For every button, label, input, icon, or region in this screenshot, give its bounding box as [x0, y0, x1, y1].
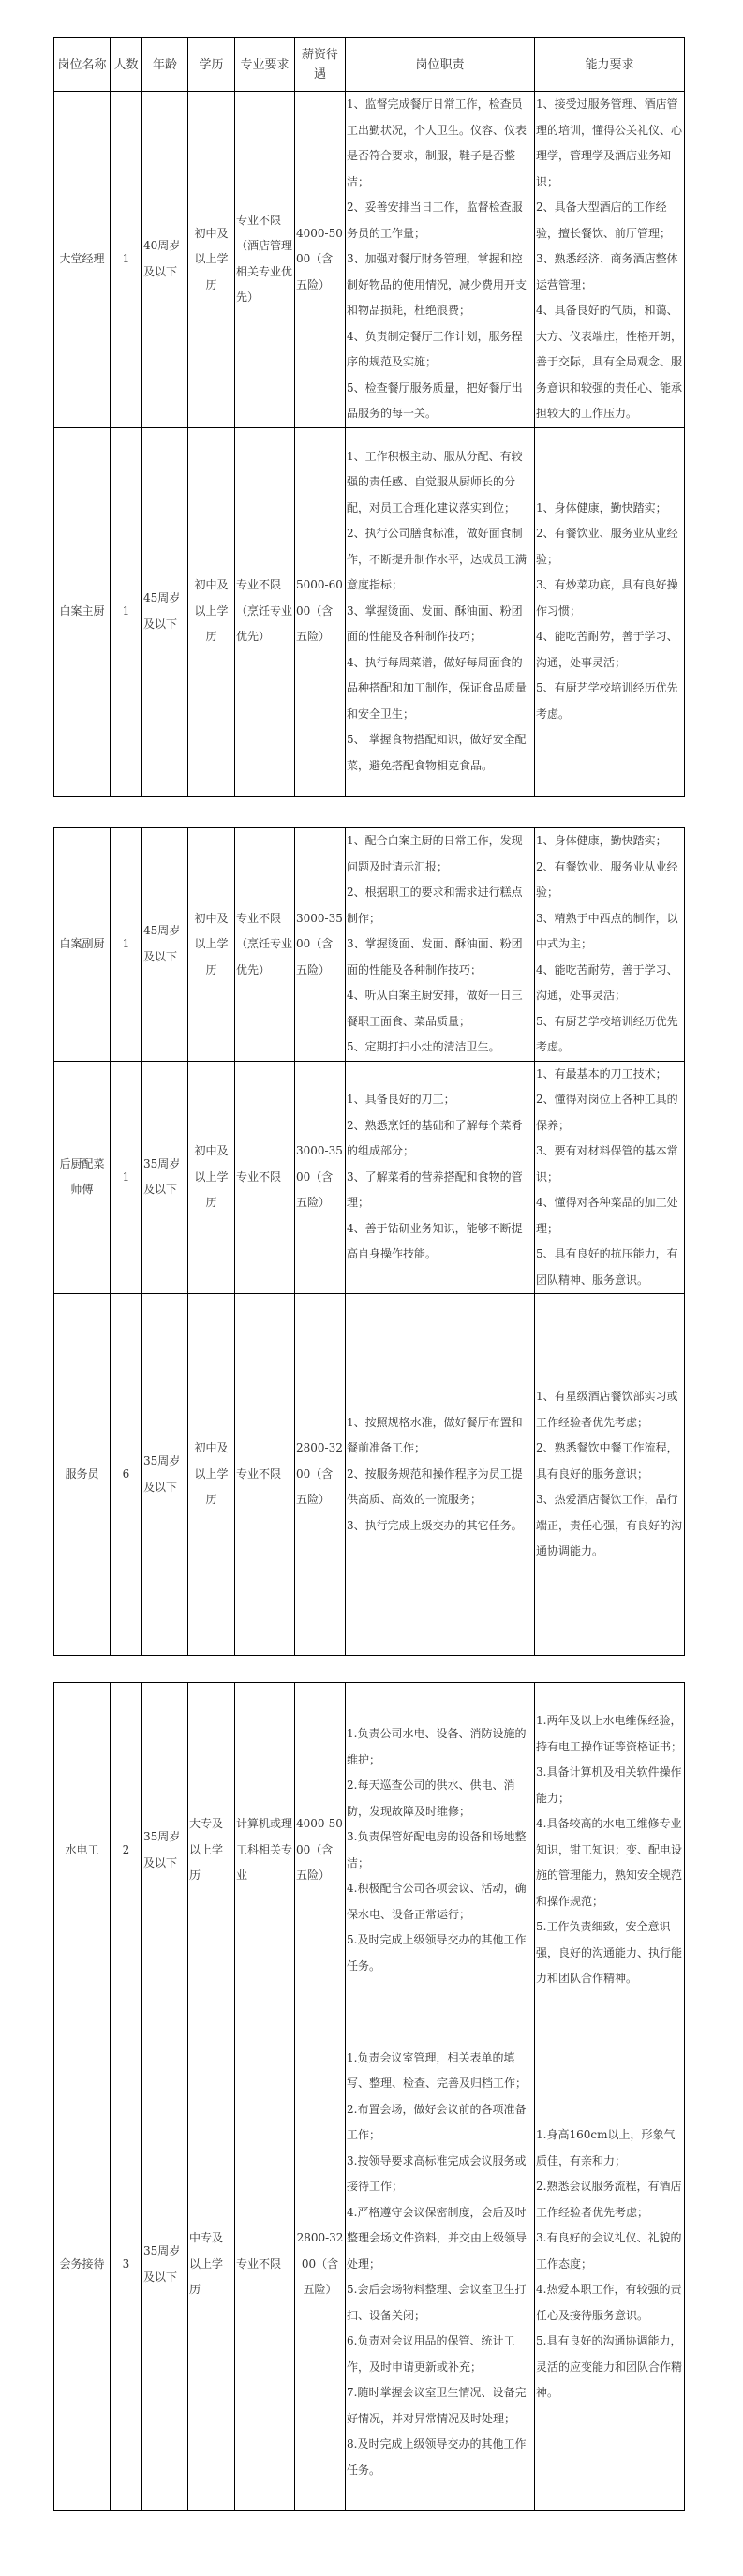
position-cell: 服务员 [54, 1294, 111, 1656]
ability-item: 5、具有良好的抗压能力，有团队精神、服务意识。 [536, 1247, 678, 1287]
ability-item: 3.有良好的会议礼仪、礼貌的工作态度； [536, 2231, 682, 2271]
ability-item: 3、要有对材料保管的基本常识； [536, 1144, 678, 1184]
table-row [54, 1683, 685, 2018]
major-cell: 专业不限 [235, 2018, 295, 2511]
duty-item: 6.负责对会议用品的保管、统计工作，及时申请更新或补充； [347, 2334, 515, 2374]
ability-item: 1、有最基本的刀工技术； [536, 1066, 667, 1080]
duties-cell [346, 92, 535, 428]
duties-cell [346, 1061, 535, 1294]
col-header-salary: 薪资待遇 [295, 38, 346, 92]
position-cell: 白案主厨 [54, 427, 111, 796]
duty-item: 7.随时掌握会议室卫生情况、设备完好情况，并对异常情况及时处理； [347, 2386, 527, 2425]
duties-cell [346, 1683, 535, 2018]
col-header-education: 学历 [188, 38, 235, 92]
ability-item: 2.熟悉会议服务流程，有酒店工作经验者优先考虑； [536, 2180, 682, 2219]
col-header-age: 年龄 [142, 38, 188, 92]
duty-item: 3、了解菜肴的营养搭配和食物的管理； [347, 1169, 523, 1209]
ability-item: 5.工作负责细致，安全意识强，良好的沟通能力、执行能力和团队合作精神。 [536, 1920, 683, 1986]
ability-item: 2、懂得对岗位上各种工具的保养； [536, 1093, 678, 1132]
duty-item: 2.每天巡查公司的供水、供电、消防，发现故障及时维修； [347, 1779, 515, 1818]
salary-cell: 4000-5000（含五险） [295, 1683, 346, 2018]
position-cell: 会务接待 [54, 2018, 111, 2511]
ability-item: 5、有厨艺学校培训经历优先考虑。 [536, 681, 678, 721]
count-cell: 2 [111, 1683, 142, 2018]
age-cell: 35周岁及以下 [142, 1061, 188, 1294]
age-cell: 35周岁及以下 [142, 2018, 188, 2511]
duty-item: 1、按照规格水准，做好餐厅布置和餐前准备工作； [347, 1415, 523, 1455]
age-cell: 45周岁及以下 [142, 828, 188, 1062]
ability-item: 5.具有良好的沟通协调能力，灵活的应变能力和团队合作精神。 [536, 2334, 683, 2400]
ability-item: 1、有星级酒店餐饮部实习或工作经验者优先考虑； [536, 1390, 678, 1429]
job-table-1 [53, 37, 685, 797]
ability-item: 4.热爱本职工作，有较强的责任心及接待服务意识。 [536, 2283, 682, 2322]
duties-cell [346, 2018, 535, 2511]
abilities-cell [535, 1294, 685, 1656]
position-cell: 后厨配菜师傅 [54, 1061, 111, 1294]
duty-item: 5、定期打扫小灶的清洁卫生。 [347, 1040, 500, 1053]
ability-item: 1、身体健康，勤快踏实； [536, 834, 667, 847]
duty-item: 3.负责保管好配电房的设备和场地整洁； [347, 1830, 527, 1869]
duty-item: 4.严格遵守会议保密制度，会后及时整理会场文件资料，并交由上级领导处理； [347, 2205, 528, 2271]
ability-item: 2、有餐饮业、服务业从业经验； [536, 859, 678, 899]
position-cell: 白案副厨 [54, 828, 111, 1062]
duty-item: 1.负责会议室管理，相关表单的填写、整理、检查、完善及归档工作； [347, 2050, 528, 2091]
duty-item: 3、掌握烫面、发面、酥油面、粉团面的性能及各种制作技巧； [347, 603, 523, 644]
ability-item: 1、身体健康，勤快踏实； [536, 500, 667, 514]
salary-cell: 3000-3500（含五险） [295, 1061, 346, 1294]
major-cell: 专业不限（烹饪专业优先） [235, 828, 295, 1062]
duty-item: 4.积极配合公司各项会议、活动，确保水电、设备正常运行； [347, 1882, 527, 1921]
abilities-cell [535, 427, 685, 796]
ability-item: 3.具备计算机及相关软件操作能力； [536, 1765, 682, 1805]
ability-item: 4、能吃苦耐劳，善于学习、沟通，处事灵活； [536, 630, 678, 669]
ability-item: 2、具备大型酒店的工作经验，擅长餐饮、前厅管理； [536, 201, 672, 240]
ability-item: 2、熟悉餐饮中餐工作流程，具有良好的服务意识； [536, 1441, 678, 1481]
col-header-abilities: 能力要求 [535, 38, 685, 92]
salary-cell: 4000-5000（含五险） [295, 92, 346, 428]
major-cell: 专业不限（烹饪专业优先） [235, 427, 295, 796]
ability-item: 1.身高160cm以上，形象气质佳，有亲和力； [536, 2128, 676, 2167]
ability-item: 4.具备较高的水电工维修专业知识，钳工知识；变、配电设施的管理能力，熟知安全规范和操作规范； [536, 1817, 683, 1908]
duty-item: 1、工作积极主动、服从分配、有较强的责任感、自觉服从厨师长的分配，对员工合理化建议落实到位； [347, 449, 523, 514]
header-row [54, 38, 685, 92]
count-cell: 3 [111, 2018, 142, 2511]
duty-item: 5.及时完成上级领导交办的其他工作任务。 [347, 1933, 527, 1973]
col-header-major: 专业要求 [235, 38, 295, 92]
education-cell: 初中及以上学历 [188, 427, 235, 796]
abilities-cell [535, 2018, 685, 2511]
table-row [54, 92, 685, 428]
position-cell: 大堂经理 [54, 92, 111, 428]
duties-cell [346, 427, 535, 796]
job-table-3 [53, 1682, 685, 2511]
duty-item: 2、根据职工的要求和需求进行糕点制作； [347, 886, 523, 925]
duty-item: 3、执行完成上级交办的其它任务。 [347, 1518, 523, 1532]
age-cell: 45周岁及以下 [142, 427, 188, 796]
table-row [54, 427, 685, 796]
major-cell: 专业不限 [235, 1061, 295, 1294]
table-row [54, 1294, 685, 1656]
duty-item: 5、 掌握食物搭配知识，做好安全配菜，避免搭配食物相克食品。 [347, 733, 527, 772]
education-cell: 初中及以上学历 [188, 92, 235, 428]
duty-item: 1、具备良好的刀工； [347, 1093, 455, 1106]
ability-item: 3、热爱酒店餐饮工作，品行端正，责任心强，有良好的沟通协调能力。 [536, 1493, 683, 1558]
salary-cell: 2800-3200（含五险） [295, 2018, 346, 2511]
count-cell: 1 [111, 427, 142, 796]
abilities-cell [535, 1061, 685, 1294]
salary-cell: 5000-6000（含五险） [295, 427, 346, 796]
table-row [54, 828, 685, 1062]
duty-item: 4、执行每周菜谱，做好每周面食的品种搭配和加工制作，保证食品质量和安全卫生； [347, 655, 528, 721]
duty-item: 4、负责制定餐厅工作计划，服务程序的规范及实施； [347, 329, 523, 368]
col-header-duties: 岗位职责 [346, 38, 535, 92]
ability-item: 1、接受过服务管理、酒店管理的培训，懂得公关礼仪、心理学，管理学及酒店业务知识； [536, 97, 683, 188]
duty-item: 3、掌握烫面、发面、酥油面、粉团面的性能及各种制作技巧； [347, 937, 523, 976]
abilities-cell [535, 92, 685, 428]
education-cell: 初中及以上学历 [188, 828, 235, 1062]
duty-item: 2.布置会场，做好会议前的各项准备工作； [347, 2102, 527, 2142]
duty-item: 4、善于钻研业务知识，能够不断提高自身操作技能。 [347, 1221, 523, 1260]
salary-cell: 3000-3500（含五险） [295, 828, 346, 1062]
major-cell: 专业不限 [235, 1294, 295, 1656]
position-cell: 水电工 [54, 1683, 111, 2018]
duty-item: 2、熟悉烹饪的基础和了解每个菜肴的组成部分； [347, 1118, 523, 1157]
table-row [54, 2018, 685, 2511]
age-cell: 35周岁及以下 [142, 1683, 188, 2018]
table-row [54, 1061, 685, 1294]
duty-item: 8.及时完成上级领导交办的其他工作任务。 [347, 2437, 527, 2477]
ability-item: 5、有厨艺学校培训经历优先考虑。 [536, 1014, 678, 1053]
count-cell: 1 [111, 828, 142, 1062]
major-cell: 专业不限（酒店管理相关专业优先） [235, 92, 295, 428]
age-cell: 40周岁及以下 [142, 92, 188, 428]
count-cell: 1 [111, 1061, 142, 1294]
col-header-count: 人数 [111, 38, 142, 92]
age-cell: 35周岁及以下 [142, 1294, 188, 1656]
duty-item: 2、按服务规范和操作程序为员工提供高质、高效的一流服务； [347, 1467, 523, 1507]
ability-item: 1.两年及以上水电维保经验，持有电工操作证等资格证书； [536, 1714, 683, 1753]
education-cell: 大专及以上学历 [188, 1683, 235, 2018]
duty-item: 1.负责公司水电、设备、消防设施的维护； [347, 1727, 527, 1766]
abilities-cell [535, 1683, 685, 2018]
duties-cell [346, 828, 535, 1062]
duty-item: 1、配合白案主厨的日常工作，发现问题及时请示汇报； [347, 834, 523, 873]
job-table-2 [53, 827, 685, 1656]
duties-cell [346, 1294, 535, 1656]
duty-item: 3、加强对餐厅财务管理，掌握和控制好物品的使用情况，减少费用开支和物品损耗，杜绝浪费； [347, 252, 528, 317]
col-header-position: 岗位名称 [54, 38, 111, 92]
ability-item: 3、精熟于中西点的制作，以中式为主； [536, 911, 678, 950]
ability-item: 2、有餐饮业、服务业从业经验； [536, 527, 678, 566]
duty-item: 3.按领导要求高标准完成会议服务或接待工作； [347, 2153, 527, 2194]
duty-item: 1、监督完成餐厅日常工作，检查员工出勤状况，个人卫生。仪容、仪表是否符合要求，制服，鞋子是否整洁； [347, 97, 528, 188]
major-cell: 计算机或理工科相关专业 [235, 1683, 295, 2018]
education-cell: 初中及以上学历 [188, 1294, 235, 1656]
education-cell: 初中及以上学历 [188, 1061, 235, 1294]
duty-item: 5.会后会场物料整理、会议室卫生打扫、设备关闭； [347, 2283, 527, 2322]
ability-item: 4、懂得对各种菜品的加工处理； [536, 1196, 678, 1235]
ability-item: 4、能吃苦耐劳，善于学习、沟通，处事灵活； [536, 962, 678, 1002]
duty-item: 2、妥善安排当日工作，监督检查服务员的工作量； [347, 201, 523, 240]
ability-item: 3、有炒菜功底，具有良好操作习惯； [536, 578, 678, 618]
ability-item: 3、熟悉经济、商务酒店整体运营管理； [536, 252, 678, 291]
abilities-cell [535, 828, 685, 1062]
duty-item: 5、检查餐厅服务质量，把好餐厅出品服务的每一关。 [347, 380, 523, 420]
salary-cell: 2800-3200（含五险） [295, 1294, 346, 1656]
count-cell: 1 [111, 92, 142, 428]
education-cell: 中专及以上学历 [188, 2018, 235, 2511]
duty-item: 2、执行公司膳食标准，做好面食制作，不断提升制作水平，达成员工满意度指标； [347, 527, 528, 592]
duty-item: 4、听从白案主厨安排，做好一日三餐职工面食、菜品质量； [347, 989, 523, 1028]
ability-item: 4、具备良好的气质，和蔼、大方、仪表端庄，性格开朗，善于交际，具有全局观念、服务意识和较强的责任心、能承担较大的工作压力。 [536, 304, 683, 420]
count-cell: 6 [111, 1294, 142, 1656]
